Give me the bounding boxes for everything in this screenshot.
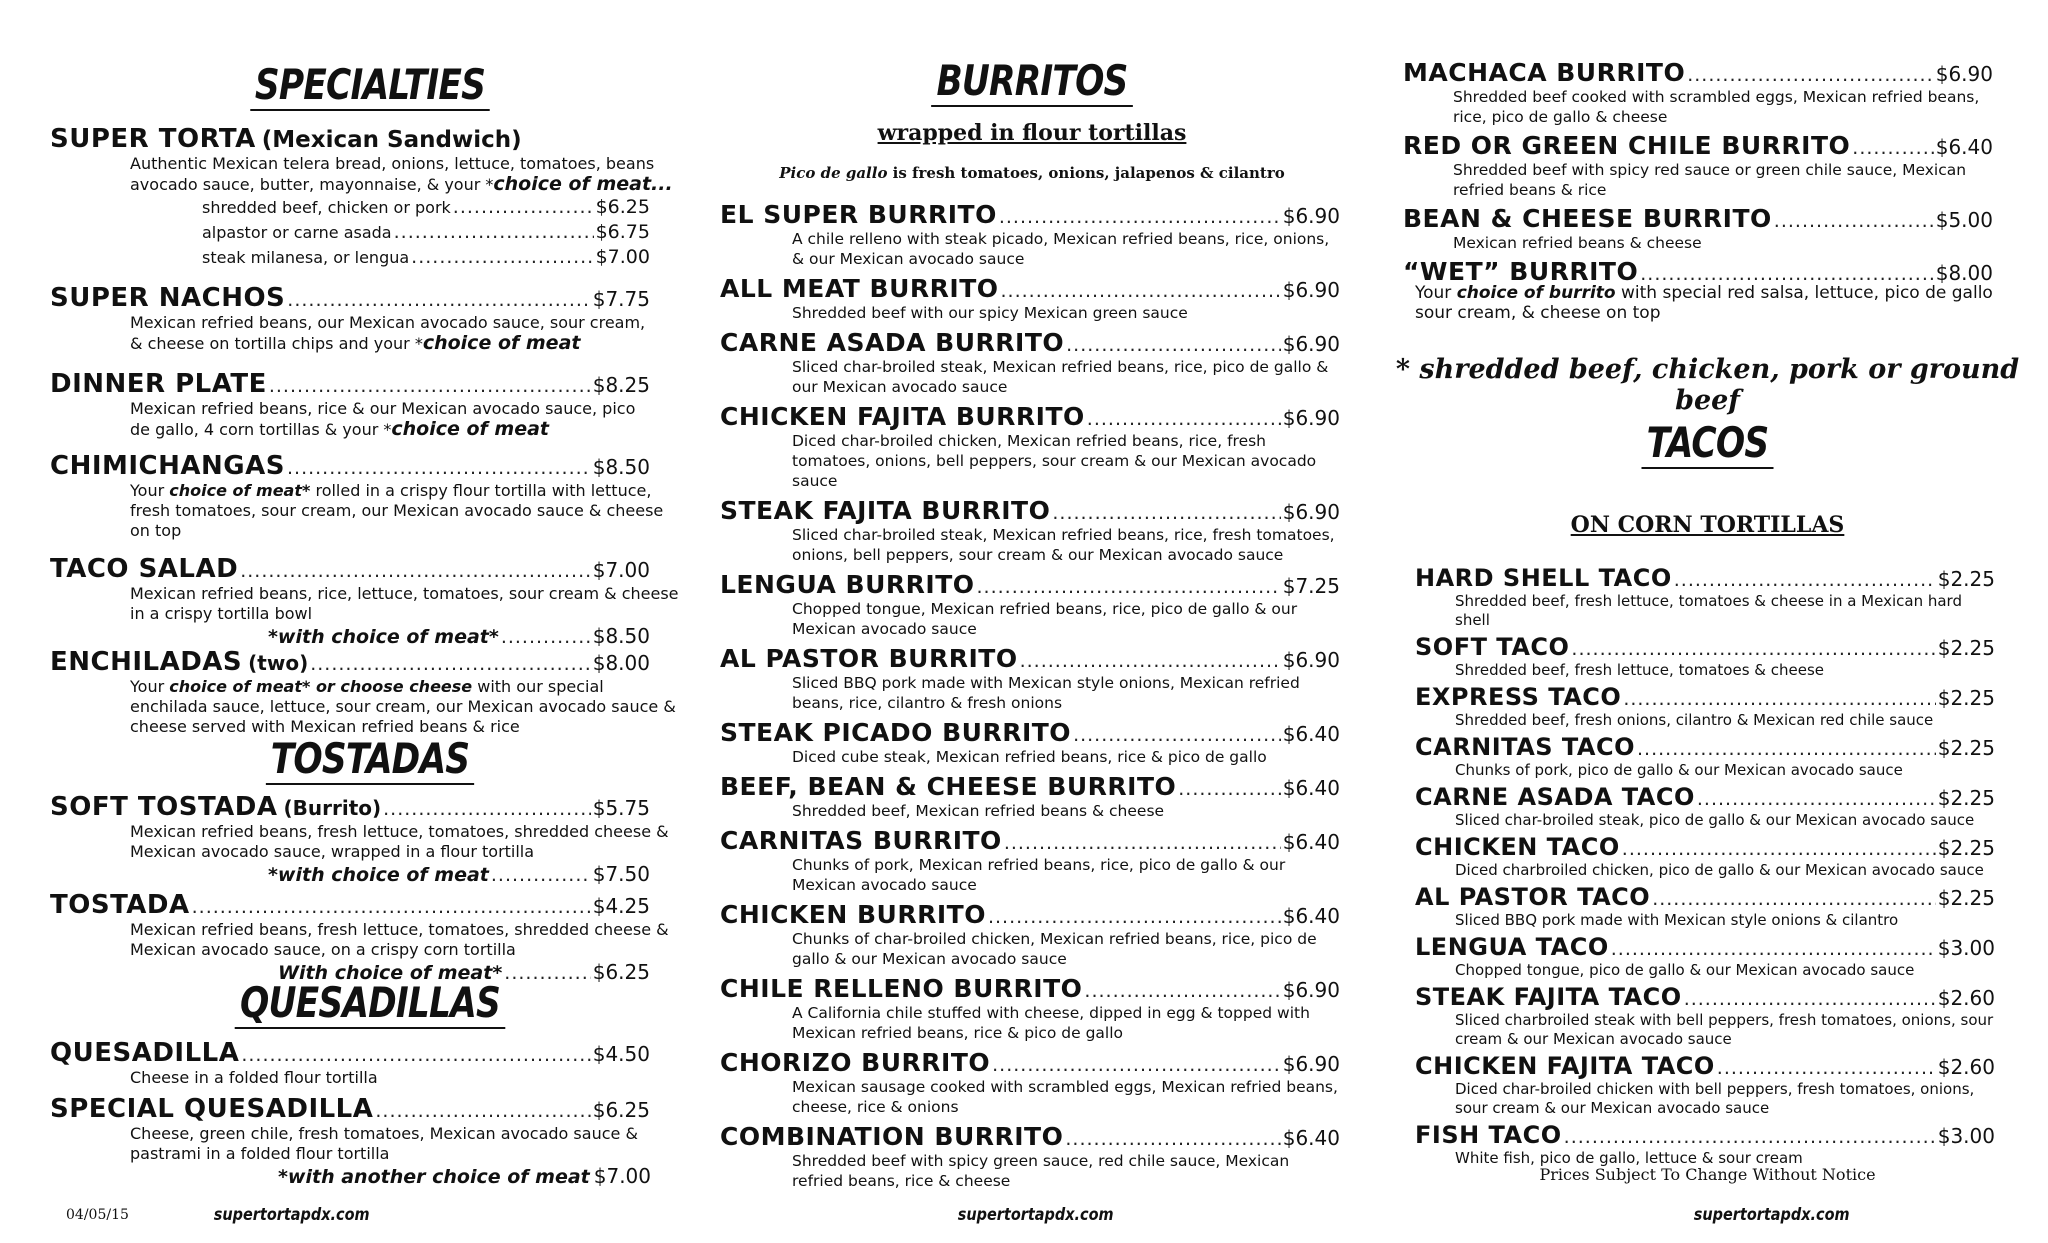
item-price: $6.90 [1282, 500, 1340, 524]
item-name: CHILE RELLENO BURRITO [720, 974, 1083, 1003]
item-description: Sliced BBQ pork made with Mexican style onions, Mexican refried beans, rice, cilantro & fresh onions [792, 674, 1300, 712]
menu-item [1403, 58, 2003, 127]
item-description: Sliced charbroiled steak with bell peppers, fresh tomatoes, onions, sour cream & our Mexican avocado sauce [1455, 1011, 1994, 1048]
item-name: CHICKEN BURRITO [720, 900, 986, 929]
item-price: $6.90 [1282, 648, 1340, 672]
menu-item-super-nachos: SUPER NACHOS ..... $7.75 Mexican refried beans, our Mexican avocado sauce, sour cream, & cheese on tortilla chips and your *choice of meat [50, 283, 690, 354]
burrito-list [720, 200, 1350, 1196]
item-description: Shredded beef with spicy green sauce, red chile sauce, Mexican refried beans, rice & cheese [792, 1152, 1290, 1190]
tostadas-heading: TOSTADAS [108, 734, 633, 783]
specialties-heading: SPECIALTIES [108, 60, 633, 109]
menu-item-tostada: TOSTADA ..... $4.25 Mexican refried beans, fresh lettuce, tomatoes, shredded cheese & Mexican avocado sauce, on a crispy corn tortilla With choice of meat* ..... $6.25 [50, 890, 690, 984]
item-name: CHICKEN FAJITA BURRITO [720, 402, 1085, 431]
menu-item [1415, 1052, 2005, 1118]
item-name: SOFT TACO [1415, 633, 1570, 661]
item-price: $2.60 [1937, 1055, 1995, 1079]
item-price: $2.25 [1937, 567, 1995, 591]
tacos-heading: TACOS [1451, 418, 1964, 467]
taco-list [1415, 564, 2005, 1171]
menu-item [720, 328, 1350, 397]
item-name: STEAK PICADO BURRITO [720, 718, 1072, 747]
item-price: $2.25 [1937, 636, 1995, 660]
item-price: $2.25 [1937, 686, 1995, 710]
item-description: Mexican refried beans & cheese [1453, 234, 1702, 252]
item-name: COMBINATION BURRITO [720, 1122, 1064, 1151]
menu-item [720, 826, 1350, 895]
item-name: BEAN & CHEESE BURRITO [1403, 204, 1772, 233]
menu-item-dinner-plate: DINNER PLATE ..... $8.25 Mexican refried beans, rice & our Mexican avocado sauce, pico de gallo, 4 corn tortillas & your *choice of meat [50, 369, 690, 440]
menu-item [1415, 833, 2005, 880]
item-price: $6.40 [1935, 135, 1993, 159]
item-description: Shredded beef with spicy red sauce or green chile sauce, Mexican refried beans & rice [1453, 161, 1967, 199]
item-price: $6.90 [1282, 1052, 1340, 1076]
item-price: $2.60 [1937, 986, 1995, 1010]
specialties-column [50, 0, 690, 1243]
item-description: Diced cube steak, Mexican refried beans, rice & pico de gallo [792, 748, 1267, 766]
menu-item [1415, 733, 2005, 780]
tacos-column [1395, 0, 2020, 1243]
burritos-column [712, 0, 1352, 1243]
website-footer: supertortapdx.com [1693, 1205, 1850, 1225]
item-price: $8.00 [1935, 261, 1993, 285]
item-description: Sliced char-broiled steak, pico de gallo & our Mexican avocado sauce [1455, 811, 1975, 829]
item-description: Shredded beef, fresh lettuce, tomatoes & cheese [1455, 661, 1825, 679]
item-description: Chunks of pork, pico de gallo & our Mexican avocado sauce [1455, 761, 1903, 779]
item-price: $7.25 [1282, 574, 1340, 598]
menu-item [1403, 257, 2003, 286]
menu-item [720, 718, 1350, 767]
menu-item [1415, 783, 2005, 830]
item-name: AL PASTOR TACO [1415, 883, 1651, 911]
item-price: $6.40 [1282, 830, 1340, 854]
item-description: A California chile stuffed with cheese, dipped in egg & topped with Mexican refried beans, rice & pico de gallo [792, 1004, 1310, 1042]
quesadillas-heading: QUESADILLAS [108, 978, 633, 1027]
item-description: Shredded beef cooked with scrambled eggs, Mexican refried beans, rice, pico de gallo & cheese [1453, 88, 1980, 126]
item-name: ALL MEAT BURRITO [720, 274, 999, 303]
item-name: RED OR GREEN CHILE BURRITO [1403, 131, 1851, 160]
menu-item [1403, 131, 2003, 200]
item-description: Chopped tongue, Mexican refried beans, rice, pico de gallo & our Mexican avocado sauce [792, 600, 1298, 638]
item-description: Sliced char-broiled steak, Mexican refried beans, rice, fresh tomatoes, onions, bell peppers, sour cream & our Mexican avocado sauce [792, 526, 1335, 564]
item-description: Mexican sausage cooked with scrambled eggs, Mexican refried beans, cheese, rice & onions [792, 1078, 1338, 1116]
item-price: $6.90 [1935, 62, 1993, 86]
item-price: $6.90 [1282, 978, 1340, 1002]
item-description: Chunks of pork, Mexican refried beans, rice, pico de gallo & our Mexican avocado sauce [792, 856, 1286, 894]
item-description: Diced char-broiled chicken, Mexican refried beans, rice, fresh tomatoes, onions, bell peppers, sour cream & our Mexican avocado sauce [792, 432, 1317, 490]
menu-item [1415, 1121, 2005, 1168]
item-name: CHORIZO BURRITO [720, 1048, 991, 1077]
item-name: HARD SHELL TACO [1415, 564, 1672, 592]
item-description: Shredded beef, Mexican refried beans & cheese [792, 802, 1165, 820]
item-name: CARNITAS TACO [1415, 733, 1636, 761]
menu-item [1403, 204, 2003, 253]
item-name: EL SUPER BURRITO [720, 200, 997, 229]
item-name: BEEF, BEAN & CHEESE BURRITO [720, 772, 1177, 801]
item-name: CARNITAS BURRITO [720, 826, 1002, 855]
menu-item [720, 496, 1350, 565]
meat-choices-note: * shredded beef, chicken, pork or ground beef [1395, 354, 2020, 416]
item-description: Chopped tongue, pico de gallo & our Mexican avocado sauce [1455, 961, 1915, 979]
item-description: White fish, pico de gallo, lettuce & sour cream [1455, 1149, 1803, 1167]
prices-disclaimer: Prices Subject To Change Without Notice [1539, 1165, 1876, 1184]
item-name: CARNE ASADA TACO [1415, 783, 1695, 811]
item-name: SUPER TORTA [50, 124, 256, 154]
item-price: $6.90 [1282, 204, 1340, 228]
menu-item-enchiladas: ENCHILADAS (two) ..... $8.00 Your choice of meat* or choose cheese with our special enchilada sauce, lettuce, sour cream, our Mexican avocado sauce & cheese served with Mexican refried beans & rice [50, 647, 690, 737]
item-price: $6.40 [1282, 776, 1340, 800]
item-price: $6.40 [1282, 722, 1340, 746]
print-date: 04/05/15 [66, 1207, 129, 1223]
menu-item [1415, 683, 2005, 730]
menu-item-super-torta: SUPER TORTA (Mexican Sandwich) Authentic Mexican telera bread, onions, lettuce, tomatoes, beans avocado sauce, butter, mayonnaise, & your *choice of meat... shredded beef, chicken or pork ..... $6.25 alpastor or carne asada ..... $6.75 steak milanesa, or lengua ..... $7.00 [50, 124, 690, 270]
menu-item [720, 1122, 1350, 1191]
item-price: $6.90 [1282, 278, 1340, 302]
menu-item [1415, 983, 2005, 1049]
item-price: $2.25 [1937, 886, 1995, 910]
menu-item-soft-tostada: SOFT TOSTADA (Burrito) ..... $5.75 Mexican refried beans, fresh lettuce, tomatoes, shredded cheese & Mexican avocado sauce, wrapped in a flour tortilla *with choice of meat ..... $7.50 [50, 792, 690, 886]
menu-item [1415, 564, 2005, 630]
item-name: FISH TACO [1415, 1121, 1562, 1149]
item-name: CHICKEN TACO [1415, 833, 1620, 861]
menu-item-special-quesadilla: SPECIAL QUESADILLA ..... $6.25 Cheese, green chile, fresh tomatoes, Mexican avocado sauce & pastrami in a folded flour tortilla *with another choice of meat $7.00 [50, 1094, 690, 1188]
more-burritos-list [1403, 58, 2003, 290]
item-description: Shredded beef with our spicy Mexican green sauce [792, 304, 1188, 322]
item-description: Shredded beef, fresh onions, cilantro & Mexican red chile sauce [1455, 711, 1934, 729]
item-description: Diced char-broiled chicken with bell peppers, fresh tomatoes, onions, sour cream & our Mexican avocado sauce [1455, 1080, 1975, 1117]
menu-item [720, 570, 1350, 639]
item-name: STEAK FAJITA TACO [1415, 983, 1682, 1011]
item-price: $2.25 [1937, 736, 1995, 760]
item-price: $5.00 [1935, 208, 1993, 232]
item-price: $3.00 [1937, 936, 1995, 960]
item-name: CARNE ASADA BURRITO [720, 328, 1065, 357]
menu-item-taco-salad: TACO SALAD ..... $7.00 Mexican refried beans, rice, lettuce, tomatoes, sour cream & cheese in a crispy tortilla bowl *with choice of meat* ..... $8.50 [50, 554, 690, 648]
menu-item [720, 200, 1350, 269]
item-price: $6.90 [1282, 332, 1340, 356]
menu-item [720, 772, 1350, 821]
tacos-subtitle: ON CORN TORTILLAS [1570, 512, 1845, 538]
burritos-heading: BURRITOS [770, 56, 1295, 105]
menu-item [1415, 883, 2005, 930]
menu-item-chimichangas: CHIMICHANGAS ..... $8.50 Your choice of meat* rolled in a crispy flour tortilla with lettuce, fresh tomatoes, sour cream, our Mexican avocado sauce & cheese on top [50, 451, 690, 541]
menu-item-quesadilla: QUESADILLA ..... $4.50 Cheese in a folded flour tortilla [50, 1038, 690, 1088]
website-footer: supertortapdx.com [957, 1205, 1114, 1225]
menu-item [720, 900, 1350, 969]
item-price: $2.25 [1937, 786, 1995, 810]
menu-item [720, 402, 1350, 491]
menu-item [720, 1048, 1350, 1117]
pico-de-gallo-note: Pico de gallo is fresh tomatoes, onions, jalapenos & cilantro [779, 164, 1285, 182]
wet-burrito-description: Your choice of burrito with special red salsa, lettuce, pico de gallo sour cream, & cheese on top [1415, 283, 1993, 323]
item-description: A chile relleno with steak picado, Mexican refried beans, rice, onions, & our Mexican avocado sauce [792, 230, 1330, 268]
menu-item [720, 974, 1350, 1043]
website-footer: supertortapdx.com [213, 1205, 370, 1225]
item-price: $6.40 [1282, 904, 1340, 928]
item-description: Diced charbroiled chicken, pico de gallo & our Mexican avocado sauce [1455, 861, 1984, 879]
item-description: Shredded beef, fresh lettuce, tomatoes & cheese in a Mexican hard shell [1455, 592, 1962, 629]
burritos-subtitle: wrapped in flour tortillas [877, 120, 1187, 146]
menu-item [1415, 933, 2005, 980]
item-name: CHICKEN FAJITA TACO [1415, 1052, 1715, 1080]
item-name: EXPRESS TACO [1415, 683, 1622, 711]
menu-item [720, 644, 1350, 713]
item-description: Sliced BBQ pork made with Mexican style onions & cilantro [1455, 911, 1899, 929]
item-name: MACHACA BURRITO [1403, 58, 1686, 87]
item-description: Chunks of char-broiled chicken, Mexican refried beans, rice, pico de gallo & our Mexican avocado sauce [792, 930, 1317, 968]
item-name: “WET” BURRITO [1403, 257, 1639, 286]
item-price: $6.40 [1282, 1126, 1340, 1150]
item-name: AL PASTOR BURRITO [720, 644, 1018, 673]
item-description: Sliced char-broiled steak, Mexican refried beans, rice, pico de gallo & our Mexican avocado sauce [792, 358, 1329, 396]
menu-item [720, 274, 1350, 323]
menu-item [1415, 633, 2005, 680]
item-price: $6.90 [1282, 406, 1340, 430]
item-name: LENGUA TACO [1415, 933, 1609, 961]
item-name: STEAK FAJITA BURRITO [720, 496, 1051, 525]
item-price: $3.00 [1937, 1124, 1995, 1148]
item-name: LENGUA BURRITO [720, 570, 975, 599]
item-price: $2.25 [1937, 836, 1995, 860]
